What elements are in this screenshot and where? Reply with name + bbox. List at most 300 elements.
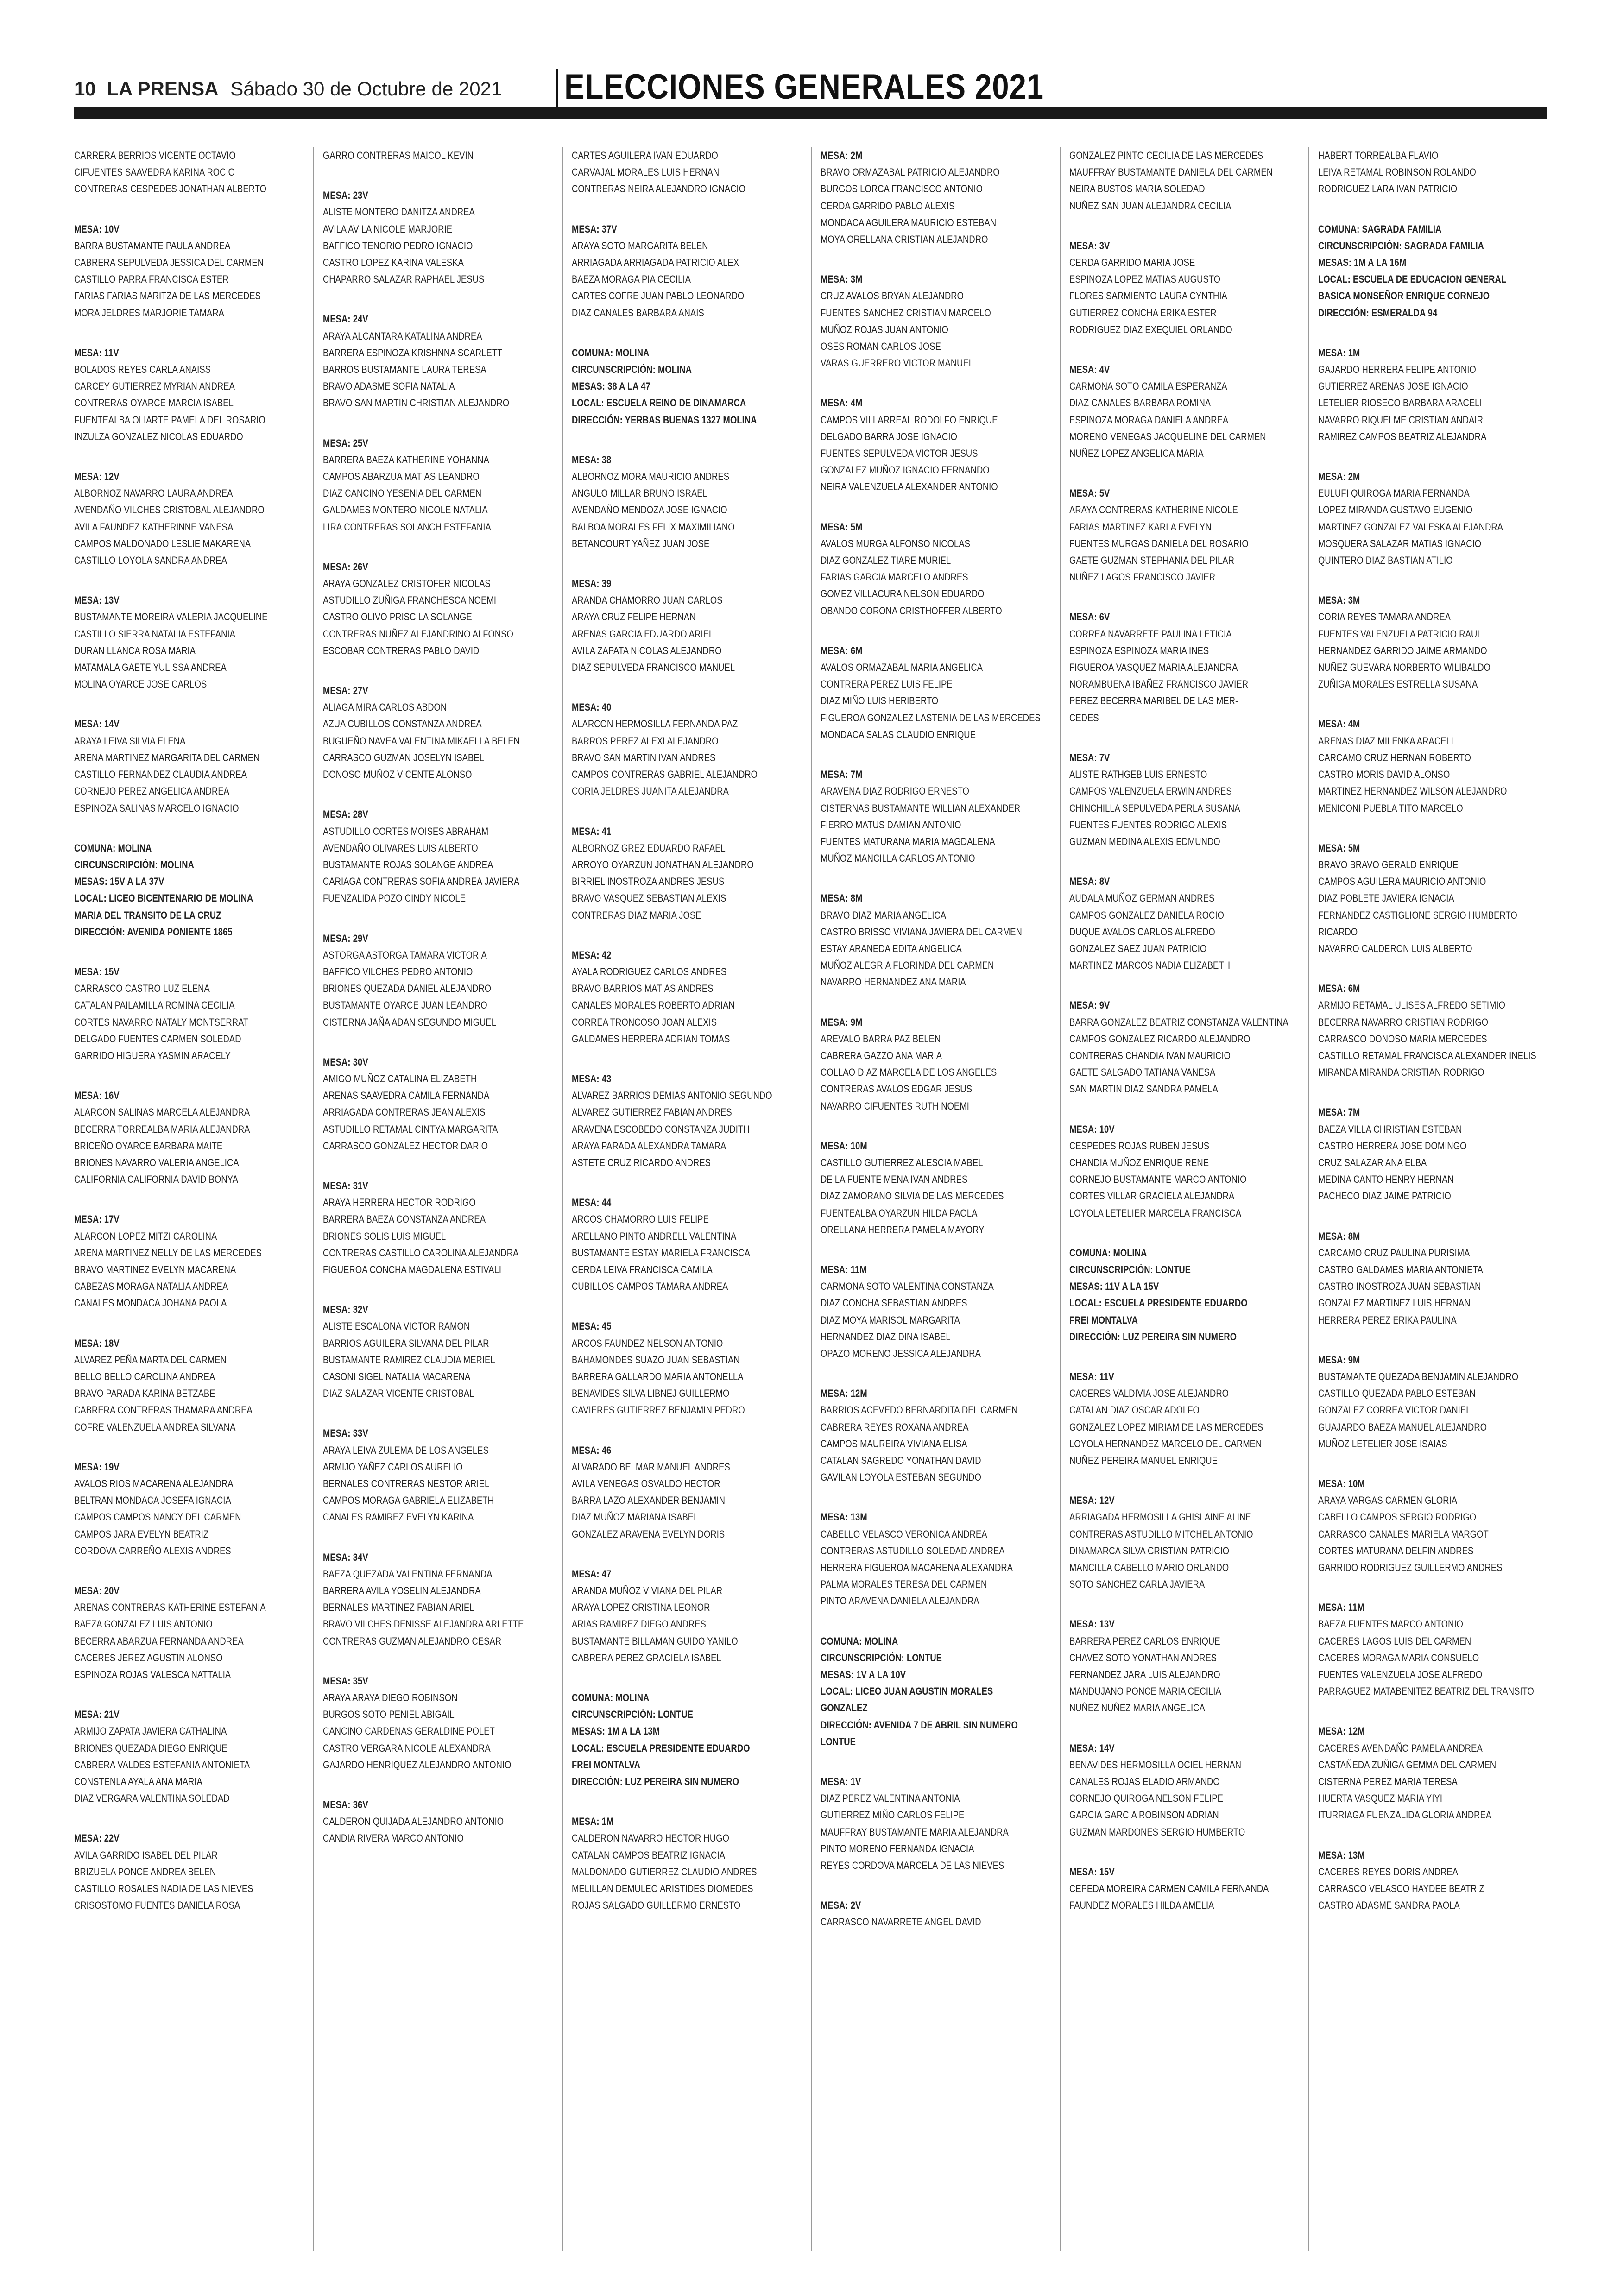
voter-name: LIRA CONTRERAS SOLANCH ESTEFANIA: [323, 521, 491, 533]
voter-name: BARROS PEREZ ALEXI ALEJANDRO: [572, 735, 719, 747]
voter-name: CORDOVA CARREÑO ALEXIS ANDRES: [74, 1545, 231, 1557]
voter-name: CABELLO VELASCO VERONICA ANDREA: [821, 1528, 987, 1540]
voter-name: ALVARADO BELMAR MANUEL ANDRES: [572, 1461, 730, 1473]
voter-name: ALBORNOZ NAVARRO LAURA ANDREA: [74, 487, 233, 499]
table-heading: MESA: 42: [572, 949, 612, 961]
voter-name: AZUA CUBILLOS CONSTANZA ANDREA: [323, 718, 482, 730]
voter-name: ARROYO OYARZUN JONATHAN ALEJANDRO: [572, 858, 754, 870]
voter-name: CABRERA VALDES ESTEFANIA ANTONIETA: [74, 1759, 250, 1771]
voter-name: CISTERNAS BUSTAMANTE WILLIAN ALEXANDER: [821, 802, 1021, 814]
table-heading: MESA: 2V: [821, 1899, 861, 1911]
voter-name: ARAYA CONTRERAS KATHERINE NICOLE: [1069, 504, 1238, 516]
voter-name: FARIAS MARTINEZ KARLA EVELYN: [1069, 521, 1212, 533]
voter-name: CARCAMO CRUZ HERNAN ROBERTO: [1318, 751, 1471, 763]
voter-name: MAUFFRAY BUSTAMANTE DANIELA DEL CARMEN: [1069, 166, 1273, 178]
voter-name: CASTILLO LOYOLA SANDRA ANDREA: [74, 555, 227, 567]
voter-name: RODRIGUEZ LARA IVAN PATRICIO: [1318, 183, 1458, 195]
listing-block: [323, 147, 551, 164]
voter-name: CABEZAS MORAGA NATALIA ANDREA: [74, 1280, 228, 1293]
listing-block: [74, 1830, 302, 1914]
table-heading: MESA: 12M: [821, 1388, 867, 1400]
column-divider: [313, 147, 314, 2251]
voter-name: BAEZA QUEZADA VALENTINA FERNANDA: [323, 1568, 493, 1580]
listing-block: [1069, 1369, 1297, 1469]
voter-name: GALDAMES MONTERO NICOLE NATALIA: [323, 504, 488, 516]
table-heading: MESA: 46: [572, 1444, 612, 1456]
voter-name: ALARCON SALINAS MARCELA ALEJANDRA: [74, 1106, 250, 1118]
voter-name: GARRIDO HIGUERA YASMIN ARACELY: [74, 1049, 231, 1061]
voter-name: CARTES COFRE JUAN PABLO LEONARDO: [572, 290, 745, 302]
voter-name: ARAYA GONZALEZ CRISTOFER NICOLAS: [323, 578, 491, 590]
voter-name: ALISTE ESCALONA VICTOR RAMON: [323, 1320, 470, 1332]
voter-name: BARRA GONZALEZ BEATRIZ CONSTANZA VALENTINA: [1069, 1016, 1288, 1028]
voter-name: ALIAGA MIRA CARLOS ABDON: [323, 701, 447, 713]
voter-name: NAVARRO RIQUELME CRISTIAN ANDAIR: [1318, 414, 1483, 426]
voter-name: LOYOLA HERNANDEZ MARCELO DEL CARMEN: [1069, 1438, 1262, 1450]
polling-place-info: LOCAL: ESCUELA REINO DE DINAMARCA: [572, 397, 746, 409]
voter-name: DIAZ CANALES BARBARA ANAIS: [572, 307, 704, 319]
table-heading: MESA: 14V: [74, 718, 120, 730]
table-heading: MESA: 8V: [1069, 876, 1110, 888]
voter-name: CARRASCO GONZALEZ HECTOR DARIO: [323, 1140, 488, 1152]
voter-name: BELLO BELLO CAROLINA ANDREA: [74, 1370, 215, 1382]
listing-block: [821, 271, 1048, 372]
voter-name: CAVIERES GUTIERREZ BENJAMIN PEDRO: [572, 1404, 745, 1416]
voter-name: MOYA ORELLANA CRISTIAN ALEJANDRO: [821, 233, 988, 246]
voter-name: ARRIAGADA ARRIAGADA PATRICIO ALEX: [572, 257, 739, 269]
voter-name: BETANCOURT YAÑEZ JUAN JOSE: [572, 537, 710, 549]
voter-name: AVALOS MURGA ALFONSO NICOLAS: [821, 537, 971, 549]
masthead: [74, 69, 1547, 111]
voter-name: DIAZ CANALES BARBARA ROMINA: [1069, 397, 1211, 409]
voter-name: CATALAN SAGREDO YONATHAN DAVID: [821, 1455, 981, 1466]
voter-name: GAETE SALGADO TATIANA VANESA: [1069, 1066, 1216, 1079]
voter-name: ARENAS GARCIA EDUARDO ARIEL: [572, 628, 714, 640]
table-heading: MESA: 22V: [74, 1832, 120, 1844]
voter-name: CASTILLO FERNANDEZ CLAUDIA ANDREA: [74, 769, 247, 781]
voter-name: BRAVO BARRIOS MATIAS ANDRES: [572, 983, 714, 995]
voter-name: ARAYA VARGAS CARMEN GLORIA: [1318, 1495, 1458, 1507]
voter-name: GUTIERREZ CONCHA ERIKA ESTER: [1069, 307, 1217, 319]
voter-name: ESPINOZA LOPEZ MATIAS AUGUSTO: [1069, 273, 1221, 285]
voter-name: BENAVIDES HERMOSILLA OCIEL HERNAN: [1069, 1759, 1242, 1771]
voter-name: NEIRA BUSTOS MARIA SOLEDAD: [1069, 183, 1205, 195]
voter-name: CONTRERAS DIAZ MARIA JOSE: [572, 909, 701, 921]
polling-place-info: MARIA DEL TRANSITO DE LA CRUZ: [74, 909, 221, 921]
voter-name: BUSTAMANTE RAMIREZ CLAUDIA MERIEL: [323, 1354, 495, 1366]
voter-name: ARANDA CHAMORRO JUAN CARLOS: [572, 594, 723, 606]
table-heading: MESA: 44: [572, 1197, 612, 1209]
polling-place-info: FREI MONTALVA: [572, 1759, 640, 1771]
listing-block: [74, 1211, 302, 1312]
voter-name: ALARCON LOPEZ MITZI CAROLINA: [74, 1230, 217, 1242]
voter-name: MANDUJANO PONCE MARIA CECILIA: [1069, 1685, 1221, 1697]
voter-name: ALVAREZ BARRIOS DEMIAS ANTONIO SEGUNDO: [572, 1090, 772, 1102]
voter-name: CABRERA SEPULVEDA JESSICA DEL CARMEN: [74, 257, 264, 269]
listing-block: [821, 1633, 1048, 1750]
listing-block: [1069, 1864, 1297, 1914]
voter-name: BARROS BUSTAMANTE LAURA TERESA: [323, 364, 486, 376]
voter-name: DINAMARCA SILVA CRISTIAN PATRICIO: [1069, 1545, 1230, 1557]
voter-name: CUBILLOS CAMPOS TAMARA ANDREA: [572, 1280, 728, 1293]
voter-name: CONTRERAS AVALOS EDGAR JESUS: [821, 1083, 973, 1095]
voter-name: ASTUDILLO CORTES MOISES ABRAHAM: [323, 825, 489, 837]
voter-name: DONOSO MUÑOZ VICENTE ALONSO: [323, 769, 472, 781]
voter-name: CHAVEZ SOTO YONATHAN ANDRES: [1069, 1652, 1217, 1664]
voter-name: FERNANDEZ CASTIGLIONE SERGIO HUMBERTO: [1318, 909, 1517, 921]
voter-name: HERRERA PEREZ ERIKA PAULINA: [1318, 1314, 1457, 1326]
voter-name: ASTUDILLO ZUÑIGA FRANCHESCA NOEMI: [323, 594, 497, 606]
voter-name: ARRIAGADA HERMOSILLA GHISLAINE ALINE: [1069, 1511, 1251, 1523]
voter-name: EULUFI QUIROGA MARIA FERNANDA: [1318, 487, 1470, 499]
voter-name: GOMEZ VILLACURA NELSON EDUARDO: [821, 588, 985, 600]
table-heading: MESA: 40: [572, 701, 612, 713]
listing-block: [821, 147, 1048, 248]
voter-name: SAN MARTIN DIAZ SANDRA PAMELA: [1069, 1083, 1219, 1095]
voter-name: CONTRERAS ASTUDILLO SOLEDAD ANDREA: [821, 1545, 1005, 1557]
voter-name: COLLAO DIAZ MARCELA DE LOS ANGELES: [821, 1066, 997, 1079]
table-heading: MESA: 47: [572, 1568, 612, 1580]
table-heading: MESA: 45: [572, 1320, 612, 1332]
voter-name: BRAVO MARTINEZ EVELYN MACARENA: [74, 1263, 236, 1275]
voter-name: GAJARDO HENRIQUEZ ALEJANDRO ANTONIO: [323, 1759, 512, 1771]
table-heading: MESA: 11V: [74, 347, 119, 359]
listing-block: [1069, 1245, 1297, 1345]
voter-name: CATALAN CAMPOS BEATRIZ IGNACIA: [572, 1849, 725, 1861]
voter-name: INZULZA GONZALEZ NICOLAS EDUARDO: [74, 430, 243, 442]
voter-name: BARRIOS AGUILERA SILVANA DEL PILAR: [323, 1337, 489, 1349]
voter-name: OSES ROMAN CARLOS JOSE: [821, 341, 941, 353]
voter-name: BARRA BUSTAMANTE PAULA ANDREA: [74, 240, 231, 252]
polling-place-info: CIRCUNSCRIPCIÓN: SAGRADA FAMILIA: [1318, 240, 1484, 252]
polling-place-info: COMUNA: MOLINA: [821, 1635, 898, 1647]
table-heading: MESA: 12M: [1318, 1725, 1365, 1737]
voter-name: BUSTAMANTE ESTAY MARIELA FRANCISCA: [572, 1247, 751, 1259]
page-number: 10: [74, 78, 96, 100]
text-column: [323, 147, 551, 2260]
table-heading: MESA: 4M: [821, 397, 863, 409]
table-heading: MESA: 31V: [323, 1180, 368, 1192]
voter-name: AVENDAÑO OLIVARES LUIS ALBERTO: [323, 842, 478, 854]
voter-name: MEDINA CANTO HENRY HERNAN: [1318, 1173, 1454, 1186]
voter-name: BRAVO VILCHES DENISSE ALEJANDRA ARLETTE: [323, 1618, 524, 1630]
voter-name: BARRERA AVILA YOSELIN ALEJANDRA: [323, 1585, 481, 1597]
table-heading: MESA: 3M: [821, 273, 863, 285]
voter-name: ARAYA CRUZ FELIPE HERNAN: [572, 611, 696, 623]
voter-name: AVILA FAUNDEZ KATHERINNE VANESA: [74, 521, 234, 533]
table-heading: MESA: 20V: [74, 1585, 120, 1597]
voter-name: DIAZ ZAMORANO SILVIA DE LAS MERCEDES: [821, 1190, 1004, 1202]
voter-name: BELTRAN MONDACA JOSEFA IGNACIA: [74, 1495, 231, 1507]
voter-name: MUÑOZ LETELIER JOSE ISAIAS: [1318, 1438, 1447, 1450]
voter-name: FUENTES MURGAS DANIELA DEL ROSARIO: [1069, 537, 1249, 549]
voter-name: CONTRERAS ASTUDILLO MITCHEL ANTONIO: [1069, 1528, 1253, 1540]
voter-name: DIAZ POBLETE JAVIERA IGNACIA: [1318, 892, 1454, 904]
voter-name: ARAYA LOPEZ CRISTINA LEONOR: [572, 1602, 710, 1614]
voter-name: DELGADO BARRA JOSE IGNACIO: [821, 430, 957, 442]
polling-place-info: DIRECCIÓN: AVENIDA PONIENTE 1865: [74, 926, 233, 938]
voter-name: PINTO ARAVENA DANIELA ALEJANDRA: [821, 1595, 979, 1607]
table-heading: MESA: 9M: [821, 1016, 863, 1028]
voter-name: ALVAREZ PEÑA MARTA DEL CARMEN: [74, 1354, 227, 1366]
voter-name: BRAVO SAN MARTIN IVAN ANDRES: [572, 751, 716, 763]
voter-name: CISTERNA PEREZ MARIA TERESA: [1318, 1776, 1458, 1788]
voter-name: MANCILLA CABELLO MARIO ORLANDO: [1069, 1562, 1229, 1574]
voter-name: ARCOS FAUNDEZ NELSON ANTONIO: [572, 1337, 723, 1349]
listing-block: [572, 452, 800, 552]
table-heading: MESA: 33V: [323, 1427, 368, 1439]
voter-name: CRUZ AVALOS BRYAN ALEJANDRO: [821, 290, 964, 302]
listing-block: [572, 1071, 800, 1171]
voter-name: MONDACA AGUILERA MAURICIO ESTEBAN: [821, 216, 997, 228]
listing-block: [1318, 1352, 1546, 1452]
voter-name: REYES CORDOVA MARCELA DE LAS NIEVES: [821, 1860, 1004, 1872]
table-heading: MESA: 10V: [1069, 1123, 1115, 1135]
voter-name: ROJAS SALGADO GUILLERMO ERNESTO: [572, 1899, 741, 1911]
voter-name: NUÑEZ PEREIRA MANUEL ENRIQUE: [1069, 1455, 1218, 1466]
voter-name: CASTRO MORIS DAVID ALONSO: [1318, 769, 1450, 781]
voter-name: CACERES LAGOS LUIS DEL CARMEN: [1318, 1635, 1471, 1647]
listing-block: [821, 890, 1048, 990]
voter-name: NEIRA VALENZUELA ALEXANDER ANTONIO: [821, 481, 998, 493]
table-heading: MESA: 12V: [74, 471, 120, 483]
voter-name: CONTRERAS GUZMAN ALEJANDRO CESAR: [323, 1635, 502, 1647]
voter-name: BAHAMONDES SUAZO JUAN SEBASTIAN: [572, 1354, 740, 1366]
polling-place-info: CIRCUNSCRIPCIÓN: LONTUE: [572, 1709, 693, 1721]
voter-name: BRICEÑO OYARCE BARBARA MAITE: [74, 1140, 223, 1152]
voter-name: AVENDAÑO MENDOZA JOSE IGNACIO: [572, 504, 727, 516]
listing-block: [1069, 1121, 1297, 1222]
voter-name: FLORES SARMIENTO LAURA CYNTHIA: [1069, 290, 1227, 302]
voter-name: ARENA MARTINEZ NELLY DE LAS MERCEDES: [74, 1247, 262, 1259]
voter-name: ARAYA ARAYA DIEGO ROBINSON: [323, 1692, 458, 1704]
voter-name: NAVARRO HERNANDEZ ANA MARIA: [821, 976, 966, 988]
voter-name: FIGUEROA CONCHA MAGDALENA ESTIVALI: [323, 1263, 502, 1275]
voter-name: BRIONES SOLIS LUIS MIGUEL: [323, 1230, 446, 1242]
table-heading: MESA: 6M: [821, 644, 863, 656]
voter-name: HABERT TORREALBA FLAVIO: [1318, 150, 1439, 161]
voter-name: CORTES MATURANA DELFIN ANDRES: [1318, 1545, 1474, 1557]
voter-name: FIGUEROA VASQUEZ MARIA ALEJANDRA: [1069, 662, 1238, 674]
header-rule-bar: [74, 107, 1547, 119]
voter-name: CASTRO BRISSO VIVIANA JAVIERA DEL CARMEN: [821, 926, 1022, 938]
table-heading: MESA: 7M: [821, 769, 863, 781]
voter-name: BAEZA MORAGA PIA CECILIA: [572, 273, 691, 285]
voter-name: NUÑEZ SAN JUAN ALEJANDRA CECILIA: [1069, 200, 1231, 212]
polling-place-info: COMUNA: MOLINA: [1069, 1247, 1147, 1259]
voter-name: AVILA VENEGAS OSVALDO HECTOR: [572, 1478, 720, 1489]
voter-name: NUÑEZ GUEVARA NORBERTO WILIBALDO: [1318, 662, 1490, 674]
voter-name: CONTRERAS NUÑEZ ALEJANDRINO ALFONSO: [323, 628, 513, 640]
voter-name: BURGOS SOTO PENIEL ABIGAIL: [323, 1709, 455, 1721]
voter-name: CATALAN PAILAMILLA ROMINA CECILIA: [74, 999, 235, 1011]
voter-name: CONTRERAS CHANDIA IVAN MAURICIO: [1069, 1049, 1231, 1061]
table-heading: MESA: 30V: [323, 1056, 368, 1068]
voter-name: CONSTENLA AYALA ANA MARIA: [74, 1776, 202, 1788]
voter-name: CACERES JEREZ AGUSTIN ALONSO: [74, 1652, 223, 1664]
polling-place-info: COMUNA: MOLINA: [572, 347, 650, 359]
listing-block: [1318, 980, 1546, 1081]
voter-name: MORENO VENEGAS JACQUELINE DEL CARMEN: [1069, 430, 1266, 442]
voter-name: GUAJARDO BAEZA MANUEL ALEJANDRO: [1318, 1421, 1487, 1433]
voter-name: CARIAGA CONTRERAS SOFIA ANDREA JAVIERA: [323, 876, 520, 888]
table-heading: MESA: 35V: [323, 1675, 368, 1687]
listing-block: [1069, 750, 1297, 850]
voter-name: GARRIDO RODRIGUEZ GUILLERMO ANDRES: [1318, 1562, 1503, 1574]
voter-name: CAMPOS VALENZUELA ERWIN ANDRES: [1069, 785, 1232, 797]
voter-name: LOYOLA LETELIER MARCELA FRANCISCA: [1069, 1207, 1242, 1219]
listing-block: [1318, 592, 1546, 693]
voter-name: CAMPOS MORAGA GABRIELA ELIZABETH: [323, 1495, 494, 1507]
voter-name: ARIAS RAMIREZ DIEGO ANDRES: [572, 1618, 706, 1630]
polling-place-info: LOCAL: LICEO BICENTENARIO DE MOLINA: [74, 892, 253, 904]
voter-name: CEPEDA MOREIRA CARMEN CAMILA FERNANDA: [1069, 1883, 1269, 1895]
voter-name: COFRE VALENZUELA ANDREA SILVANA: [74, 1421, 236, 1433]
listing-block: [1069, 238, 1297, 338]
voter-name: CASTILLO QUEZADA PABLO ESTEBAN: [1318, 1388, 1476, 1400]
voter-name: BRIONES NAVARRO VALERIA ANGELICA: [74, 1156, 239, 1168]
listing-block: [1318, 1104, 1546, 1205]
voter-name: CIFUENTES SAAVEDRA KARINA ROCIO: [74, 166, 235, 178]
voter-name: ARAYA ALCANTARA KATALINA ANDREA: [323, 330, 482, 342]
voter-name: MATAMALA GAETE YULISSA ANDREA: [74, 662, 227, 674]
voter-name: CABRERA CONTRERAS THAMARA ANDREA: [74, 1404, 253, 1416]
polling-place-info: CIRCUNSCRIPCIÓN: LONTUE: [1069, 1263, 1191, 1275]
voter-name: BRAVO VASQUEZ SEBASTIAN ALEXIS: [572, 892, 726, 904]
voter-name: PINTO MORENO FERNANDA IGNACIA: [821, 1842, 974, 1854]
voter-name: FERNANDEZ JARA LUIS ALEJANDRO: [1069, 1669, 1220, 1681]
listing-block: [1318, 1723, 1546, 1823]
voter-name: BUSTAMANTE ROJAS SOLANGE ANDREA: [323, 858, 493, 870]
voter-name: DIAZ GONZALEZ TIARE MURIEL: [821, 555, 951, 567]
listing-block: [821, 395, 1048, 495]
voter-name: BARRERA BAEZA CONSTANZA ANDREA: [323, 1213, 486, 1225]
voter-name: OPAZO MORENO JESSICA ALEJANDRA: [821, 1347, 981, 1359]
voter-name: MENICONI PUEBLA TITO MARCELO: [1318, 802, 1463, 814]
voter-name: AUDALA MUÑOZ GERMAN ANDRES: [1069, 892, 1215, 904]
voter-name: NUÑEZ NUÑEZ MARIA ANGELICA: [1069, 1702, 1205, 1714]
voter-name: GAJARDO HERRERA FELIPE ANTONIO: [1318, 364, 1476, 376]
listing-block: [1318, 840, 1546, 957]
voter-name: ARELLANO PINTO ANDRELL VALENTINA: [572, 1230, 737, 1242]
table-heading: MESA: 6M: [1318, 983, 1360, 995]
voter-name: CASTILLO ROSALES NADIA DE LAS NIEVES: [74, 1883, 253, 1895]
voter-name: GUTIERREZ MIÑO CARLOS FELIPE: [821, 1809, 965, 1821]
table-heading: MESA: 9V: [1069, 999, 1110, 1011]
voter-name: BARRA LAZO ALEXANDER BENJAMIN: [572, 1495, 725, 1507]
voter-name: GAVILAN LOYOLA ESTEBAN SEGUNDO: [821, 1471, 982, 1483]
table-heading: MESA: 39: [572, 578, 612, 590]
voter-name: QUINTERO DIAZ BASTIAN ATILIO: [1318, 555, 1453, 567]
voter-name: GARCIA GARCIA ROBINSON ADRIAN: [1069, 1809, 1219, 1821]
voter-name: ARAVENA ESCOBEDO CONSTANZA JUDITH: [572, 1123, 750, 1135]
voter-name: GONZALEZ SAEZ JUAN PATRICIO: [1069, 942, 1207, 954]
polling-place-info: DIRECCIÓN: LUZ PEREIRA SIN NUMERO: [572, 1776, 739, 1788]
voter-name: CARVAJAL MORALES LUIS HERNAN: [572, 166, 720, 178]
listing-block: [323, 1425, 551, 1526]
issue-date: Sábado 30 de Octubre de 2021: [230, 78, 502, 100]
voter-name: BECERRA TORREALBA MARIA ALEJANDRA: [74, 1123, 250, 1135]
table-heading: MESA: 2M: [821, 150, 863, 161]
voter-name: ESPINOZA MORAGA DANIELA ANDREA: [1069, 414, 1229, 426]
voter-name: DURAN LLANCA ROSA MARIA: [74, 644, 196, 656]
table-heading: MESA: 37V: [572, 223, 617, 235]
table-heading: MESA: 1V: [821, 1776, 861, 1788]
listing-block: [1069, 361, 1297, 462]
listing-block: [821, 1385, 1048, 1486]
voter-name: CISTERNA JAÑA ADAN SEGUNDO MIGUEL: [323, 1016, 497, 1028]
voter-name: CASTILLO PARRA FRANCISCA ESTER: [74, 273, 229, 285]
table-heading: MESA: 3M: [1318, 594, 1360, 606]
listing-block: [1069, 1740, 1297, 1841]
voter-name: CACERES AVENDAÑO PAMELA ANDREA: [1318, 1742, 1483, 1754]
voter-name: MIRANDA MIRANDA CRISTIAN RODRIGO: [1318, 1066, 1484, 1079]
table-heading: MESA: 10M: [1318, 1478, 1365, 1489]
voter-name: CARMONA SOTO VALENTINA CONSTANZA: [821, 1280, 994, 1293]
voter-name: CAMPOS CONTRERAS GABRIEL ALEJANDRO: [572, 769, 758, 781]
voter-name: HERNANDEZ DIAZ DINA ISABEL: [821, 1331, 951, 1343]
listing-block: [1318, 147, 1546, 198]
voter-name: CANALES MORALES ROBERTO ADRIAN: [572, 999, 735, 1011]
voter-name: HUERTA VASQUEZ MARIA YIYI: [1318, 1792, 1443, 1804]
voter-name: CERDA GARRIDO PABLO ALEXIS: [821, 200, 955, 212]
voter-name: ARAYA HERRERA HECTOR RODRIGO: [323, 1197, 476, 1209]
listing-block: [1318, 1599, 1546, 1700]
voter-name: BAEZA FUENTES MARCO ANTONIO: [1318, 1618, 1464, 1630]
voter-name: BERNALES MARTINEZ FABIAN ARIEL: [323, 1602, 474, 1614]
polling-place-info: LOCAL: ESCUELA PRESIDENTE EDUARDO: [1069, 1297, 1248, 1309]
listing-block: [74, 1087, 302, 1188]
voter-name: BRIONES QUEZADA DIEGO ENRIQUE: [74, 1742, 227, 1754]
listing-block: [74, 840, 302, 940]
voter-name: ALBORNOZ MORA MAURICIO ANDRES: [572, 471, 730, 483]
voter-name: CORIA REYES TAMARA ANDREA: [1318, 611, 1451, 623]
voter-name: MONDACA SALAS CLAUDIO ENRIQUE: [821, 728, 976, 740]
text-column: [572, 147, 800, 2260]
table-heading: MESA: 4M: [1318, 718, 1360, 730]
voter-name: AVILA ZAPATA NICOLAS ALEJANDRO: [572, 644, 722, 656]
listing-block: [74, 1583, 302, 1683]
table-heading: MESA: 17V: [74, 1213, 120, 1225]
voter-name: BRAVO DIAZ MARIA ANGELICA: [821, 909, 947, 921]
voter-name: CAMPOS CAMPOS NANCY DEL CARMEN: [74, 1511, 241, 1523]
voter-name: AYALA RODRIGUEZ CARLOS ANDRES: [572, 965, 727, 978]
voter-name: BIRRIEL INOSTROZA ANDRES JESUS: [572, 876, 725, 888]
table-heading: MESA: 24V: [323, 313, 368, 325]
voter-name: RAMIREZ CAMPOS BEATRIZ ALEJANDRA: [1318, 430, 1487, 442]
voter-name: ESPINOZA SALINAS MARCELO IGNACIO: [74, 802, 239, 814]
voter-name: PACHECO DIAZ JAIME PATRICIO: [1318, 1190, 1451, 1202]
listing-block: [323, 806, 551, 907]
voter-name: CONTRERA PEREZ LUIS FELIPE: [821, 678, 953, 690]
voter-name: CONTRERAS CASTILLO CAROLINA ALEJANDRA: [323, 1247, 519, 1259]
listing-block: [572, 1566, 800, 1666]
page-folio: [74, 78, 502, 100]
text-column: [821, 147, 1048, 2260]
voter-name: OBANDO CORONA CRISTHOFFER ALBERTO: [821, 605, 1002, 617]
voter-name: FUENTES VALENZUELA PATRICIO RAUL: [1318, 628, 1482, 640]
voter-name: ANGULO MILLAR BRUNO ISRAEL: [572, 487, 707, 499]
voter-name: CASTRO LOPEZ KARINA VALESKA: [323, 257, 464, 269]
voter-name: CACERES VALDIVIA JOSE ALEJANDRO: [1069, 1388, 1229, 1400]
voter-name: CHAPARRO SALAZAR RAPHAEL JESUS: [323, 273, 485, 285]
table-heading: MESA: 25V: [323, 437, 368, 449]
voter-name: BARRERA BAEZA KATHERINE YOHANNA: [323, 454, 489, 466]
listing-block: [572, 947, 800, 1047]
voter-name: CORTES VILLAR GRACIELA ALEJANDRA: [1069, 1190, 1235, 1202]
voter-name: CORTES NAVARRO NATALY MONTSERRAT: [74, 1016, 249, 1028]
voter-name: MOSQUERA SALAZAR MATIAS IGNACIO: [1318, 537, 1482, 549]
